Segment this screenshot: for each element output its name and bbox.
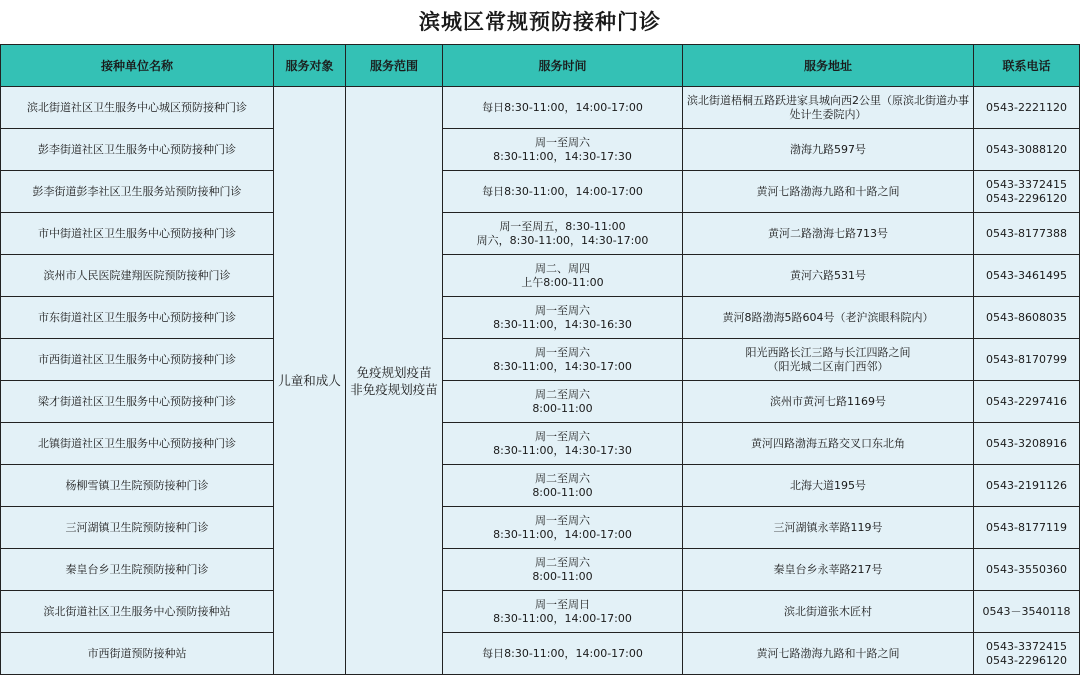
unit-name-cell-line: 三河湖镇卫生院预防接种门诊 [65, 520, 209, 534]
unit-name-cell [1, 381, 274, 423]
unit-name-cell-line: 秦皇台乡卫生院预防接种门诊 [65, 562, 209, 576]
service-time-cell-line: 8:30-11:00，14:00-17:00 [493, 527, 632, 541]
table-row [1, 549, 1080, 591]
phone-cell [974, 381, 1080, 423]
service-address-cell [683, 465, 974, 507]
unit-name-cell-line: 市西街道社区卫生服务中心预防接种门诊 [38, 352, 236, 366]
service-scope-cell-line: 非免疫规划疫苗 [350, 381, 438, 397]
unit-name-cell-line: 滨北街道社区卫生服务中心预防接种站 [43, 604, 231, 618]
phone-cell [974, 87, 1080, 129]
service-time-cell-line: 周二至周六 [535, 387, 590, 401]
table-row [1, 465, 1080, 507]
service-scope-cell [346, 87, 443, 675]
unit-name-cell-line: 梁才街道社区卫生服务中心预防接种门诊 [38, 394, 236, 408]
service-address-cell [683, 255, 974, 297]
page-title: 滨城区常规预防接种门诊 [0, 0, 1080, 44]
unit-name-cell-line: 滨北街道社区卫生服务中心城区预防接种门诊 [27, 100, 247, 114]
service-time-cell-line: 8:30-11:00，14:30-17:00 [493, 359, 632, 373]
service-time-cell-line: 周一至周日 [535, 597, 590, 611]
service-time-cell-line: 周一至周五，8:30-11:00 [499, 219, 626, 233]
table-row [1, 255, 1080, 297]
service-time-cell [443, 591, 683, 633]
header-phone: 联系电话 [974, 45, 1080, 87]
phone-cell [974, 633, 1080, 675]
unit-name-cell [1, 213, 274, 255]
phone-cell [974, 213, 1080, 255]
service-address-cell [683, 507, 974, 549]
table-row [1, 591, 1080, 633]
phone-cell [974, 339, 1080, 381]
service-time-cell-line: 周二、周四 [535, 261, 590, 275]
unit-name-cell [1, 339, 274, 381]
unit-name-cell [1, 633, 274, 675]
service-address-cell-line: 滨北街道张木匠村 [784, 604, 872, 618]
service-time-cell [443, 255, 683, 297]
service-address-cell [683, 213, 974, 255]
service-time-cell [443, 633, 683, 675]
phone-cell-line: 0543-8177119 [986, 520, 1067, 534]
service-address-cell-line: 黄河二路渤海七路713号 [768, 226, 888, 240]
unit-name-cell [1, 171, 274, 213]
phone-cell-line: 0543-3550360 [986, 562, 1067, 576]
header-service-target: 服务对象 [274, 45, 346, 87]
service-time-cell-line: 每日8:30-11:00，14:00-17:00 [482, 646, 643, 660]
unit-name-cell [1, 549, 274, 591]
table-body [1, 87, 1080, 675]
service-time-cell-line: 8:00-11:00 [532, 569, 593, 583]
phone-cell [974, 465, 1080, 507]
phone-cell-line: 0543-3461495 [986, 268, 1067, 282]
phone-cell-line: 0543-8177388 [986, 226, 1067, 240]
table-row [1, 633, 1080, 675]
service-address-cell-line: 渤海九路597号 [790, 142, 866, 156]
service-address-cell-line: 北海大道195号 [790, 478, 866, 492]
phone-cell [974, 255, 1080, 297]
header-service-address: 服务地址 [683, 45, 974, 87]
table-row [1, 129, 1080, 171]
service-time-cell-line: 8:30-11:00，14:00-17:00 [493, 611, 632, 625]
service-time-cell-line: 周一至周六 [535, 429, 590, 443]
service-address-cell-line: 三河湖镇永莘路119号 [773, 520, 883, 534]
service-time-cell [443, 339, 683, 381]
unit-name-cell-line: 滨州市人民医院建翔医院预防接种门诊 [43, 268, 231, 282]
phone-cell-line: 0543-2221120 [986, 100, 1067, 114]
service-address-cell [683, 87, 974, 129]
service-time-cell [443, 381, 683, 423]
unit-name-cell-line: 杨柳雪镇卫生院预防接种门诊 [65, 478, 209, 492]
header-service-time: 服务时间 [443, 45, 683, 87]
service-address-cell [683, 171, 974, 213]
phone-cell-line: 0543－3540118 [982, 604, 1071, 618]
service-address-cell [683, 591, 974, 633]
service-address-cell-line: 滨州市黄河七路1169号 [770, 394, 886, 408]
service-time-cell-line: 8:00-11:00 [532, 401, 593, 415]
table-row [1, 87, 1080, 129]
service-time-cell-line: 周一至周六 [535, 345, 590, 359]
service-address-cell-line: 黄河七路渤海九路和十路之间 [756, 184, 900, 198]
service-address-cell-line: 阳光西路长江三路与长江四路之间 [745, 345, 911, 359]
service-time-cell-line: 8:30-11:00，14:30-17:30 [493, 443, 632, 457]
phone-cell [974, 423, 1080, 465]
phone-cell-line: 0543-2296120 [986, 191, 1067, 205]
service-address-cell [683, 339, 974, 381]
service-time-cell-line: 周二至周六 [535, 471, 590, 485]
header-service-scope: 服务范围 [346, 45, 443, 87]
service-time-cell-line: 周六，8:30-11:00，14:30-17:00 [476, 233, 649, 247]
unit-name-cell [1, 507, 274, 549]
unit-name-cell [1, 297, 274, 339]
service-time-cell [443, 549, 683, 591]
unit-name-cell [1, 129, 274, 171]
service-target-cell [274, 87, 346, 675]
service-address-cell-line: 黄河四路渤海五路交叉口东北角 [751, 436, 905, 450]
table-row [1, 381, 1080, 423]
service-address-cell [683, 549, 974, 591]
unit-name-cell-line: 北镇街道社区卫生服务中心预防接种门诊 [38, 436, 236, 450]
table-row [1, 507, 1080, 549]
service-time-cell [443, 171, 683, 213]
service-address-cell-line: 滨北街道梧桐五路跃进家具城向西2公里（原滨北街道办事处计生委院内） [687, 93, 969, 121]
table-row [1, 423, 1080, 465]
service-time-cell-line: 周二至周六 [535, 555, 590, 569]
unit-name-cell-line: 彭李街道社区卫生服务中心预防接种门诊 [38, 142, 236, 156]
table-row [1, 171, 1080, 213]
phone-cell-line: 0543-3088120 [986, 142, 1067, 156]
service-scope-cell-line: 免疫规划疫苗 [356, 364, 432, 380]
phone-cell [974, 297, 1080, 339]
service-address-cell [683, 381, 974, 423]
header-unit-name: 接种单位名称 [1, 45, 274, 87]
unit-name-cell-line: 市中街道社区卫生服务中心预防接种门诊 [38, 226, 236, 240]
phone-cell [974, 171, 1080, 213]
phone-cell [974, 129, 1080, 171]
table-row [1, 339, 1080, 381]
phone-cell-line: 0543-3372415 [986, 177, 1067, 191]
service-time-cell [443, 129, 683, 171]
phone-cell-line: 0543-2296120 [986, 653, 1067, 667]
unit-name-cell-line: 市东街道社区卫生服务中心预防接种门诊 [38, 310, 236, 324]
service-time-cell-line: 8:30-11:00，14:30-16:30 [493, 317, 632, 331]
service-target-cell-line: 儿童和成人 [278, 373, 341, 388]
service-time-cell [443, 213, 683, 255]
table-row [1, 213, 1080, 255]
service-time-cell [443, 423, 683, 465]
service-time-cell-line: 周一至周六 [535, 135, 590, 149]
service-address-cell [683, 633, 974, 675]
phone-cell-line: 0543-8170799 [986, 352, 1067, 366]
service-time-cell [443, 465, 683, 507]
service-address-cell [683, 129, 974, 171]
service-time-cell [443, 297, 683, 339]
phone-cell-line: 0543-8608035 [986, 310, 1067, 324]
unit-name-cell [1, 255, 274, 297]
service-address-cell-line: 黄河六路531号 [790, 268, 866, 282]
unit-name-cell-line: 市西街道预防接种站 [87, 646, 187, 660]
phone-cell [974, 507, 1080, 549]
table-row [1, 297, 1080, 339]
service-address-cell [683, 297, 974, 339]
phone-cell-line: 0543-3372415 [986, 639, 1067, 653]
unit-name-cell [1, 423, 274, 465]
phone-cell-line: 0543-2297416 [986, 394, 1067, 408]
service-time-cell-line: 周一至周六 [535, 303, 590, 317]
service-address-cell-line: 秦皇台乡永莘路217号 [773, 562, 883, 576]
clinic-table [0, 44, 1080, 675]
table-header-row [1, 45, 1080, 87]
phone-cell-line: 0543-2191126 [986, 478, 1067, 492]
unit-name-cell [1, 465, 274, 507]
phone-cell [974, 591, 1080, 633]
service-time-cell-line: 每日8:30-11:00，14:00-17:00 [482, 184, 643, 198]
unit-name-cell-line: 彭李街道彭李社区卫生服务站预防接种门诊 [32, 184, 242, 198]
phone-cell [974, 549, 1080, 591]
service-time-cell-line: 上午8:00-11:00 [521, 275, 604, 289]
service-address-cell-line: 黄河七路渤海九路和十路之间 [756, 646, 900, 660]
service-time-cell-line: 8:30-11:00，14:30-17:30 [493, 149, 632, 163]
phone-cell-line: 0543-3208916 [986, 436, 1067, 450]
service-time-cell [443, 507, 683, 549]
service-time-cell-line: 每日8:30-11:00，14:00-17:00 [482, 100, 643, 114]
service-address-cell-line: 黄河8路渤海5路604号（老沪滨眼科院内） [722, 310, 934, 324]
unit-name-cell [1, 87, 274, 129]
unit-name-cell [1, 591, 274, 633]
service-address-cell [683, 423, 974, 465]
service-address-cell-line: （阳光城二区南门西邻） [767, 359, 889, 373]
service-time-cell-line: 8:00-11:00 [532, 485, 593, 499]
service-time-cell-line: 周一至周六 [535, 513, 590, 527]
service-time-cell [443, 87, 683, 129]
